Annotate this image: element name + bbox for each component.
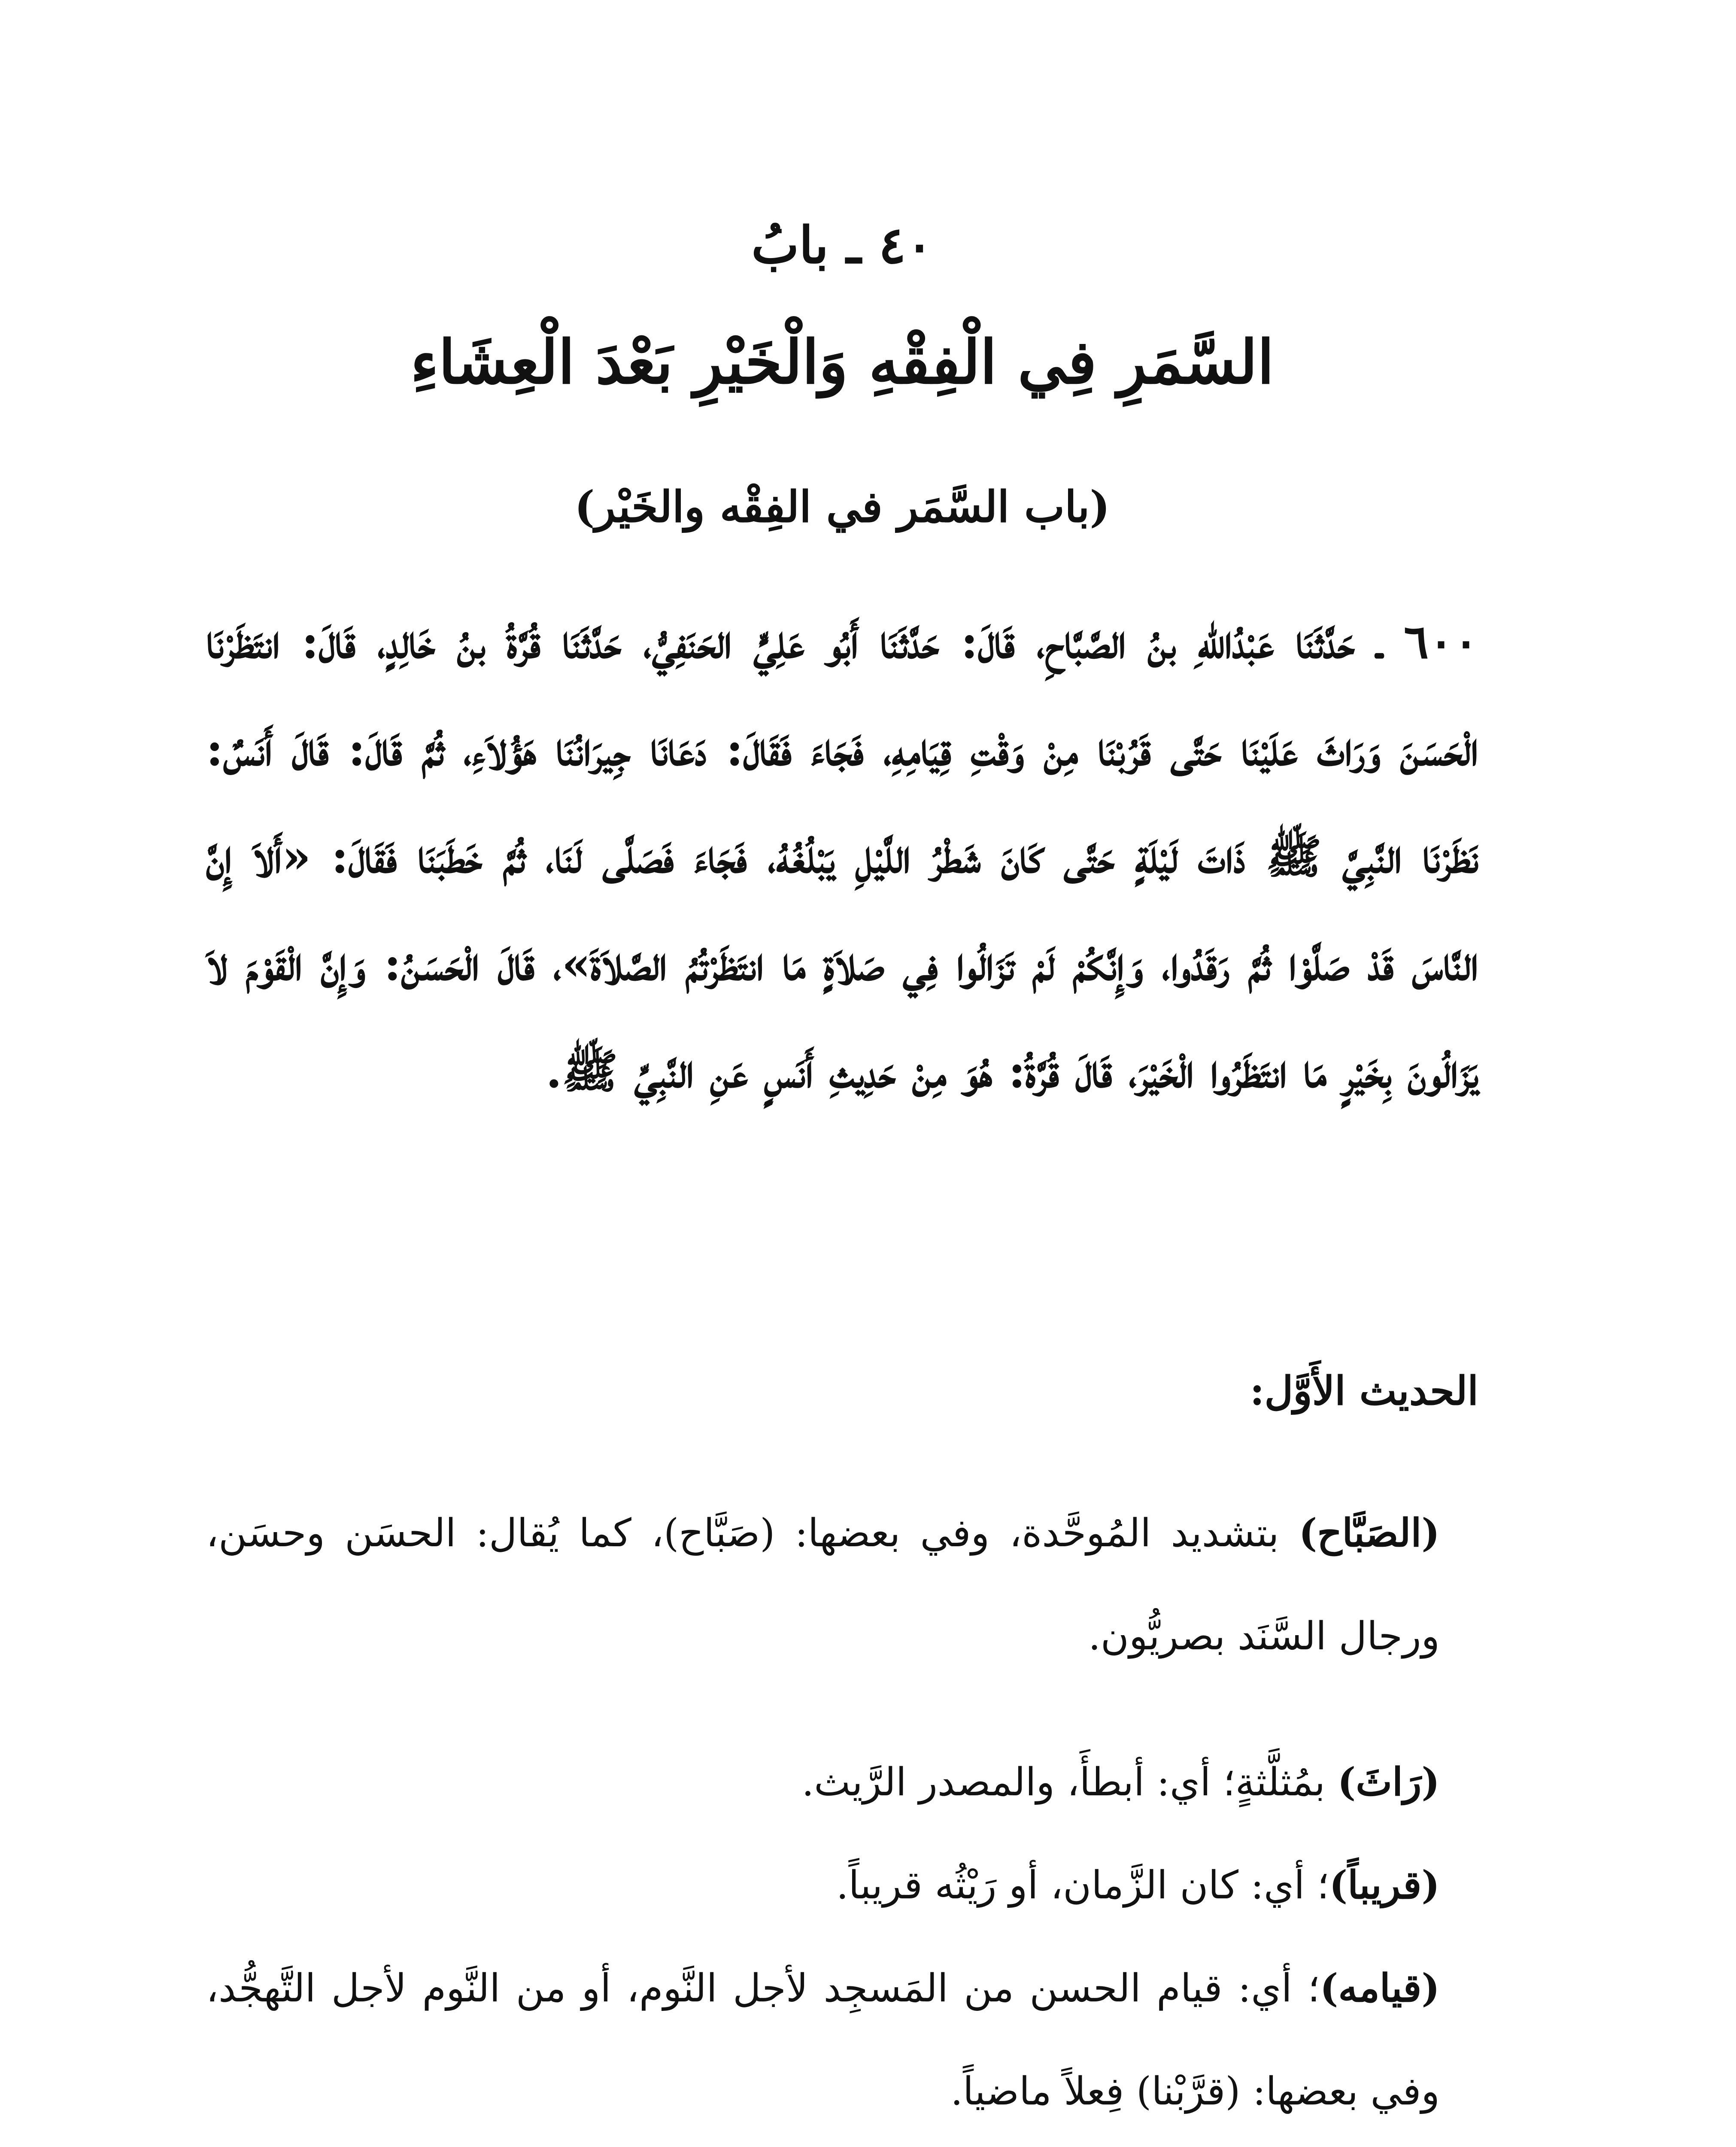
gloss-text: بمُثلَّثةٍ؛ أي: أبطأَ، والمصدر الرَّيث. [801,1760,1338,1805]
commentary-paragraph [206,1937,1478,2143]
commentary-paragraph [206,1834,1478,1937]
glossed-term: (قيامه) [1320,1965,1440,2011]
gloss-text: ؛ أي: قيام الحسن من المَسجِد لأجل النَّوم، أو من النَّوم لأجل التَّهجُّد، وفي بعضها: (قرَّبْنا) فِعلاً ماضياً. [206,1966,1440,2114]
gloss-text: ؛ أي: كان الزَّمان، أو رَيْثُه قريباً. [836,1863,1329,1908]
hadith-text: ٦٠٠ ـ حَدَّثَنَا عَبْدُاللهِ بنُ الصَّبَّاحِ، قَالَ: حَدَّثَنَا أَبُو عَلِيٍّ الحَنَفِيُّ، حَدَّثَنَا قُرَّةُ بنُ خَالِدٍ، قَالَ: انتَظَرْنَا الْحَسَنَ وَرَاثَ عَلَيْنَا حَتَّى قَرُبْنَا مِنْ وَقْتِ قِيَامِهِ، فَجَاءَ فَقَالَ: دَعَانَا جِيرَانُنَا هَؤُلاَءِ، ثُمَّ قَالَ: قَالَ أَنَسٌ: نَظَرْنَا النَّبِيَّ ﷺ ذَاتَ لَيْلَةٍ حَتَّى كَانَ شَطْرُ اللَّيْلِ يَبْلُغُهُ، فَجَاءَ فَصَلَّى لَنَا، ثُمَّ خَطَبَنَا فَقَالَ: «أَلاَ إِنَّ النَّاسَ قَدْ صَلَّوْا ثُمَّ رَقَدُوا، وَإِنَّكُمْ لَمْ تَزَالُوا فِي صَلاَةٍ مَا انتَظَرْتُمُ الصَّلاَةَ»، قَالَ الْحَسَنُ: وَإِنَّ الْقَوْمَ لاَ يَزَالُونَ بِخَيْرٍ مَا انتَظَرُوا الْخَيْرَ، قَالَ قُرَّةُ: هُوَ مِنْ حَدِيثِ أَنَسٍ عَنِ النَّبِيِّ ﷺ. [206,615,1478,1098]
gloss-text: بتشديد المُوحَّدة، وفي بعضها: (صَبَّاح)، كما يُقال: الحسَن وحسَن، ورجال السَّنَد بصريُّون. [206,1511,1440,1659]
commentary-heading: الحديث الأَوَّل: [1250,1368,1478,1414]
glossed-term: (الصَبَّاح) [1299,1510,1440,1556]
commentary-paragraph [206,1730,1478,1834]
glossed-term: (رَاثَ) [1337,1759,1440,1805]
commentary-paragraph [206,1481,1478,1688]
glossed-term: (قريباً) [1329,1862,1440,1908]
chapter-title: السَّمَرِ فِي الْفِقْهِ وَالْخَيْرِ بَعْدَ الْعِشَاءِ [410,327,1274,398]
chapter-number: ٤٠ ـ بابُ [751,215,933,275]
chapter-subtitle: (باب السَّمَر في الفِقْه والخَيْر) [574,481,1110,532]
